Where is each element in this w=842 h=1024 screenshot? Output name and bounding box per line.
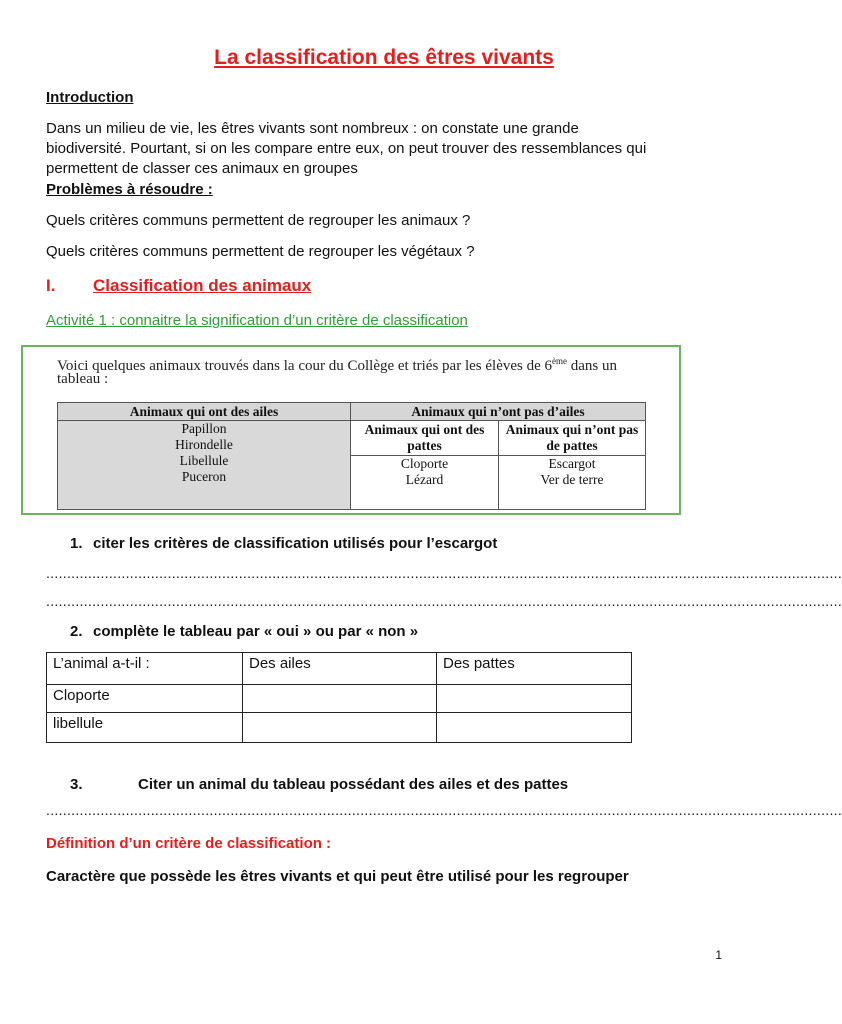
question-3-text: Citer un animal du tableau possédant des ailes et des pattes [138,776,569,793]
box-intro-line-1: Voici quelques animaux trouvés dans la cour du Collège et triés par les élèves de 6ème dans un [57,356,617,374]
header-with-legs: Animaux qui ont des pattes [351,421,499,456]
problem-question-2: Quels critères communs permettent de regrouper les végétaux ? [46,243,475,260]
answer-cell-legs[interactable] [437,685,632,713]
question-2-number: 2. [70,623,83,640]
intro-line-1: Dans un milieu de vie, les êtres vivants sont nombreux : on constate une grande [46,120,579,137]
problems-heading: Problèmes à résoudre : [46,181,213,198]
list-item: Cloporte [400,456,449,471]
list-item: Escargot [548,456,596,471]
answer-line[interactable]: .............................................................................................................................................................................................. [46,593,842,609]
table-cell-animal: libellule [47,713,243,743]
list-item: Ver de terre [540,472,604,487]
list-item: Lézard [405,472,444,487]
page-number: 1 [715,948,722,962]
definition-title: Définition d’un critère de classification : [46,835,332,852]
answer-line[interactable]: .............................................................................................................................................................................................. [46,565,842,581]
list-item: Puceron [181,469,227,484]
question-1-number: 1. [70,535,83,552]
section-number: I. [46,276,56,295]
question-3-number: 3. [70,776,83,793]
table-header: L’animal a-t-il : [47,653,243,685]
list-item: Libellule [179,453,229,468]
winged-animals-cell [58,421,351,510]
table-header: Des pattes [437,653,632,685]
table-header: Des ailes [243,653,437,685]
legged-animals-cell [351,456,499,510]
activity-title: Activité 1 : connaitre la signification d’un critère de classification [46,312,468,329]
box-intro-line-2: tableau : [57,371,109,387]
problem-question-1: Quels critères communs permettent de regrouper les animaux ? [46,212,471,229]
list-item: Hirondelle [175,437,233,452]
animals-table [57,402,646,510]
table-row [47,685,632,713]
intro-heading: Introduction [46,89,134,106]
definition-text: Caractère que possède les êtres vivants et qui peut être utilisé pour les regrouper [46,868,629,885]
header-winged: Animaux qui ont des ailes [58,403,351,421]
intro-line-2: biodiversité. Pourtant, si on les compare entre eux, on peut trouver des ressemblances qui [46,140,647,157]
answer-table [46,652,632,743]
answer-cell-wings[interactable] [243,713,437,743]
section-title: Classification des animaux [93,276,312,295]
answer-line[interactable]: .............................................................................................................................................................................................. [46,802,842,818]
header-without-legs: Animaux qui n’ont pas de pattes [499,421,646,456]
answer-cell-wings[interactable] [243,685,437,713]
table-row [47,713,632,743]
answer-cell-legs[interactable] [437,713,632,743]
question-1-text: citer les critères de classification utilisés pour l’escargot [93,535,498,552]
intro-line-3: permettent de classer ces animaux en groupes [46,160,358,177]
legless-animals-cell [499,456,646,510]
page-title: La classification des êtres vivants [214,46,554,69]
question-2-text: complète le tableau par « oui » ou par « non » [93,623,419,640]
list-item: Papillon [181,421,227,436]
header-wingless: Animaux qui n’ont pas d’ailes [351,403,646,421]
table-cell-animal: Cloporte [47,685,243,713]
